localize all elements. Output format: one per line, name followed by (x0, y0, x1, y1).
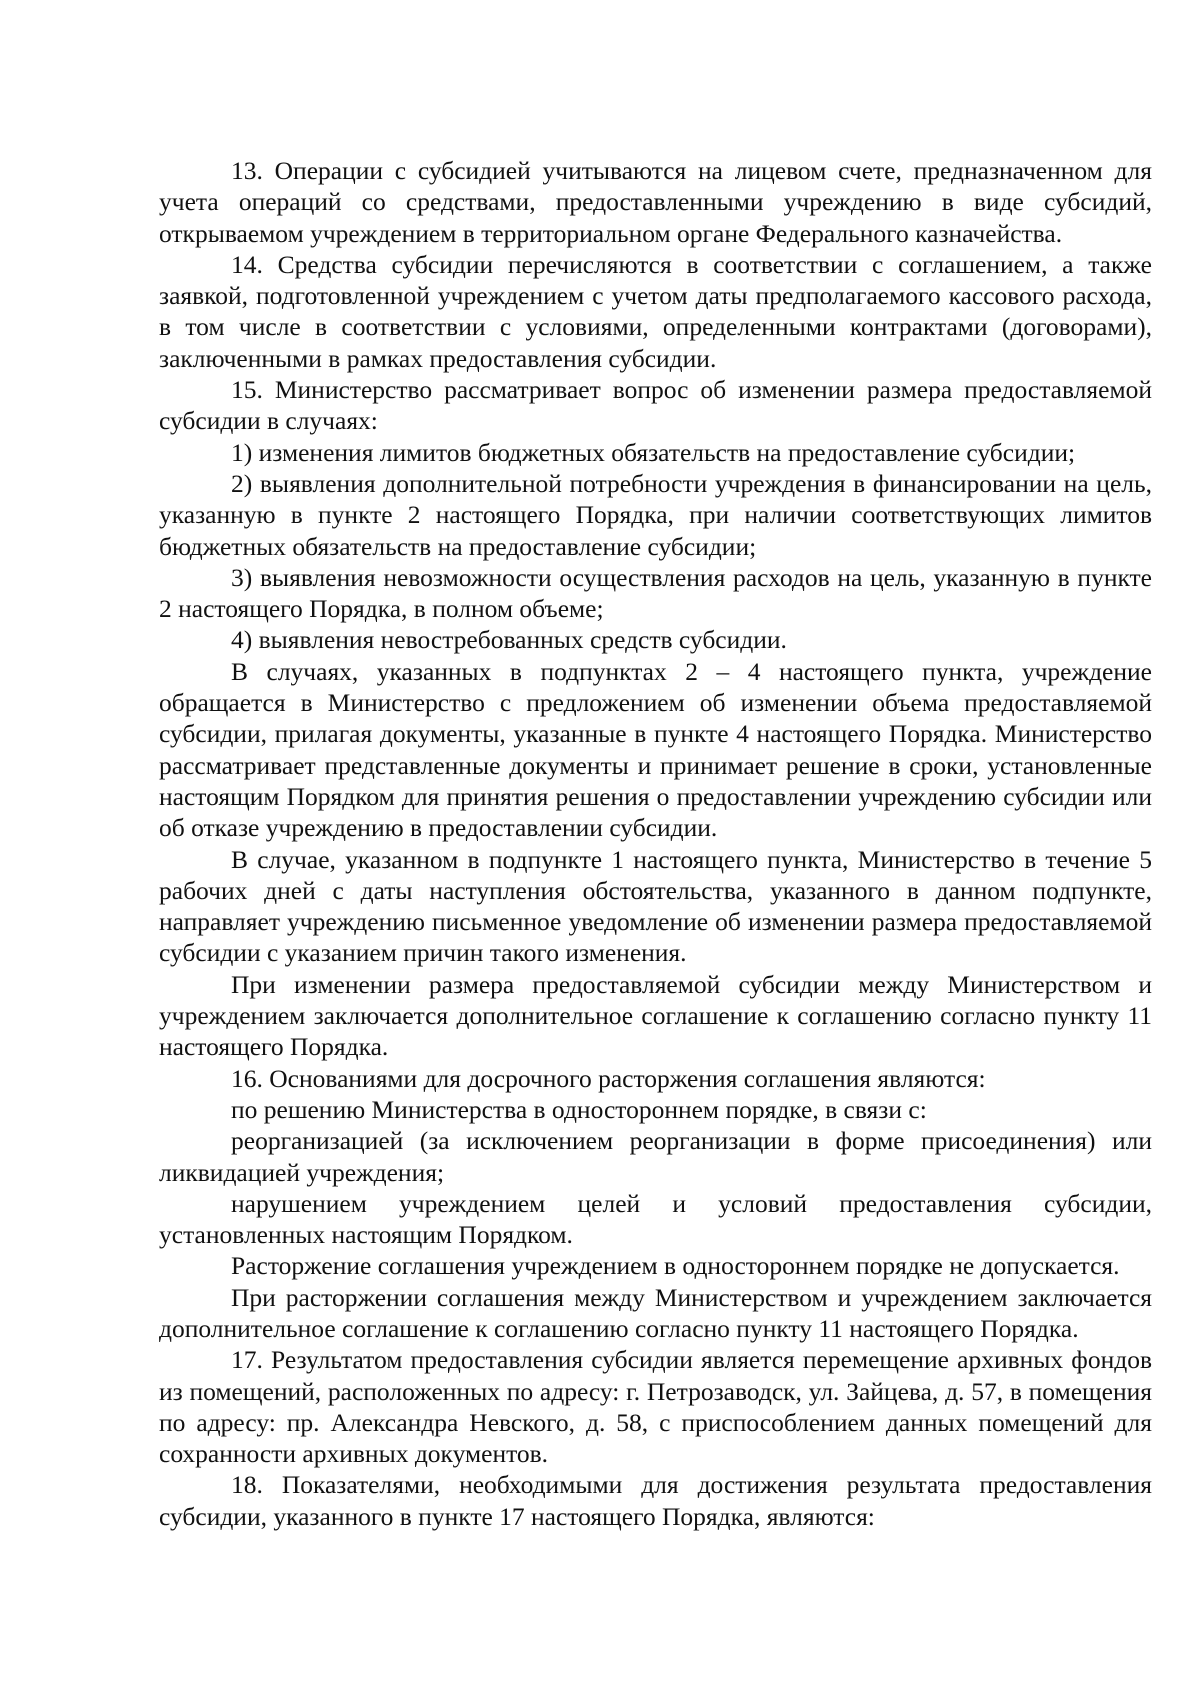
paragraph-17: 17. Результатом предоставления субсидии является перемещение архивных фондов из помещений, расположенных по адресу: г. Петрозаводск, ул. Зайцева, д. 57, в помещения по адресу: пр. Александра Невского, д. 58, с приспособлением данных помещений для сохранности архивных документов. (159, 1345, 1152, 1469)
paragraph-16-termination-agreement: При расторжении соглашения между Министерством и учреждением заключается дополнительное соглашение к соглашению согласно пункту 11 настоящего Порядка. (159, 1282, 1152, 1343)
paragraph-14: 14. Средства субсидии перечисляются в соответствии с соглашением, а также заявкой, подготовленной учреждением с учетом даты предполагаемого кассового расхода, в том числе в соответствии с условиями, определенными контрактами (договорами), заключенными в рамках предоставления субсидии. (159, 249, 1152, 373)
paragraph-16: 16. Основаниями для досрочного расторжения соглашения являются: (231, 1063, 986, 1093)
document-page (159, 155, 1152, 1532)
paragraph-13: 13. Операции с субсидией учитываются на лицевом счете, предназначенном для учета операций со средствами, предоставленными учреждению в виде субсидий, открываемом учреждением в территориальном органе Федерального казначейства. (159, 156, 1152, 248)
paragraph-15-additional-agreement: При изменении размера предоставляемой субсидии между Министерством и учреждением заключается дополнительное соглашение к соглашению согласно пункту 11 настоящего Порядка. (159, 969, 1152, 1062)
paragraph-16-ministry-decision: по решению Министерства в одностороннем порядке, в связи с: (231, 1094, 927, 1124)
paragraph-15-case-1: В случае, указанном в подпункте 1 настоящего пункта, Министерство в течение 5 рабочих дней с даты наступления обстоятельства, указанного в данном подпункте, направляет учреждению письменное уведомление об изменении размера предоставляемой субсидии с указанием причин такого изменения. (159, 844, 1152, 968)
paragraph-16-violation: нарушением учреждением целей и условий предоставления субсидии, установленных настоящим Порядком. (159, 1188, 1152, 1250)
paragraph-15-item-1: 1) изменения лимитов бюджетных обязательств на предоставление субсидии; (231, 437, 1076, 467)
paragraph-15-item-3: 3) выявления невозможности осуществления расходов на цель, указанную в пункте 2 настоящего Порядка, в полном объеме; (159, 562, 1152, 624)
paragraph-15: 15. Министерство рассматривает вопрос об изменении размера предоставляемой субсидии в случаях: (159, 375, 1152, 436)
paragraph-18: 18. Показателями, необходимыми для достижения результата предоставления субсидии, указанного в пункте 17 настоящего Порядка, являются: (159, 1470, 1152, 1531)
paragraph-16-reorganization: реорганизацией (за исключением реорганизации в форме присоединения) или ликвидацией учреждения; (159, 1126, 1152, 1187)
paragraph-15-cases-2-4: В случаях, указанных в подпунктах 2 – 4 настоящего пункта, учреждение обращается в Министерство с предложением об изменении объема предоставляемой субсидии, прилагая документы, указанные в пункте 4 настоящего Порядка. Министерство рассматривает представленные документы и принимает решение в сроки, установленные настоящим Порядком для принятия решения о предоставлении учреждению субсидии или об отказе учреждению в предоставлении субсидии. (159, 656, 1152, 843)
paragraph-15-item-2: 2) выявления дополнительной потребности учреждения в финансировании на цель, указанную в пункте 2 настоящего Порядка, при наличии соответствующих лимитов бюджетных обязательств на предоставление субсидии; (159, 468, 1152, 561)
paragraph-16-unilateral: Расторжение соглашения учреждением в одностороннем порядке не допускается. (231, 1251, 1120, 1281)
paragraph-15-item-4: 4) выявления невостребованных средств субсидии. (231, 625, 787, 655)
